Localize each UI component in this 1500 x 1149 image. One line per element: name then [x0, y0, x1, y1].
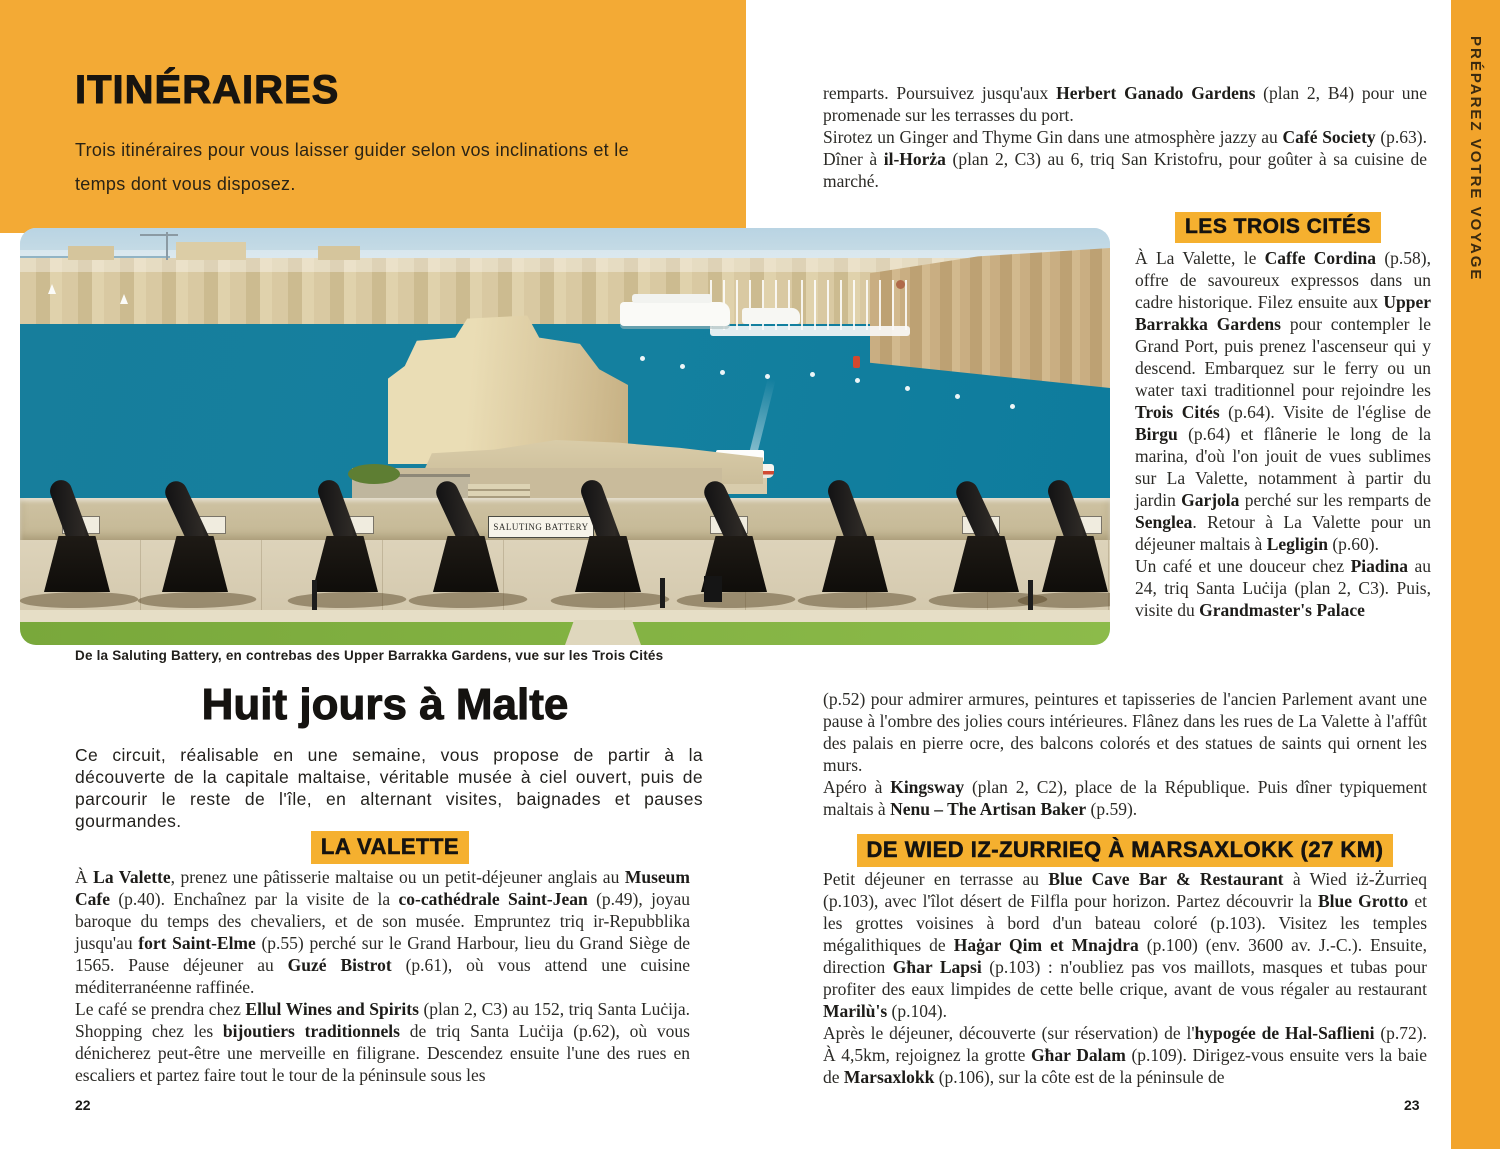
cannon-row: [20, 228, 1110, 645]
paragraph: remparts. Poursuivez jusqu'aux Herbert Ganado Gardens (plan 2, B4) pour une promenade sur les terrasses du port.: [823, 83, 1427, 125]
edge-tab-label: PRÉPAREZ VOTRE VOYAGE: [1467, 36, 1484, 282]
photo-bollard: [1028, 580, 1033, 610]
saluting-battery-sign: SALUTING BATTERY: [488, 516, 594, 538]
page-number-left: 22: [75, 1097, 91, 1113]
paragraph: Apéro à Kingsway (plan 2, C2), place de la République. Puis dîner typiquement maltais à Nenu – The Artisan Baker (p.59).: [823, 777, 1427, 819]
paragraph: Petit déjeuner en terrasse au Blue Cave Bar & Restaurant à Wied iż-Żurrieq (p.103), avec l'îlot désert de Filfla pour horizon. Partez découvrir la Blue Grotto et les grottes voisines à bord d'un bateau coloré (p.103). Visitez les temples mégalithiques de Haġar Qim et Mnajdra (p.100) (env. 3600 av. J.-C.). Ensuite, direction Għar Lapsi (p.103) : n'oubliez pas vos maillots, masques et tubas pour profiter des eaux limpides de cette belle crique, avant de vous régaler au restaurant Marilù's (p.104).: [823, 869, 1428, 1021]
paragraph: Après le déjeuner, découverte (sur réservation) de l'hypogée de Hal-Saflieni (p.72). À 4,5km, rejoignez la grotte Għar Dalam (p.109). Dirigez-vous ensuite vers la baie de Marsaxlokk (p.106), sur la côte est de la péninsule de: [823, 1023, 1428, 1087]
paragraph: (p.52) pour admirer armures, peintures et tapisseries de l'ancien Parlement avant une pause à l'ombre des jolies cours intérieures. Flânez dans les rues de La Valette à l'affût des palais en pierre ocre, des balcons colorés et des statues de saints qui ornent les murs.: [823, 689, 1427, 775]
kicker-subtitle: Trois itinéraires pour vous laisser guider selon vos inclinations et le temps dont vous disposez.: [75, 140, 629, 194]
section-header-wied-marsaxlokk: DE WIED IZ-ZURRIEQ À MARSAXLOKK (27 KM): [823, 834, 1427, 867]
paragraph: Un café et une douceur chez Piadina au 24, triq Santa Luċija (plan 2, C3). Puis, visite du Grandmaster's Palace: [1135, 556, 1431, 620]
page-number-right: 23: [1404, 1097, 1420, 1113]
cannon: [806, 476, 910, 618]
photo-bollard: [660, 578, 665, 608]
section-header-la-valette: LA VALETTE: [70, 831, 710, 864]
cannon: [685, 476, 789, 618]
paragraph: À La Valette, prenez une pâtisserie maltaise ou un petit-déjeuner anglais au Museum Cafe (p.40). Enchaînez par la visite de la co-cathédrale Saint-Jean (p.49), joyau baroque du temps des chevaliers, et de son musée. Empruntez triq ir-Repubblika jusqu'au fort Saint-Elme (p.55) perché sur le Grand Harbour, lieu du Grand Siège de 1565. Pause déjeuner au Guzé Bistrot (p.61), où vous attend une cuisine méditerranéenne raffinée.: [75, 867, 691, 997]
cannon: [1026, 476, 1110, 618]
cannon: [146, 476, 250, 618]
paragraph: Le café se prendra chez Ellul Wines and Spirits (plan 2, C3) au 152, triq Santa Luċija. Shopping chez les bijoutiers traditionnels de triq Santa Luċija (p.62), où vous dénicherez peut-être une merveille en filigrane. Descendez ensuite l'une des rues en escaliers et partez faire tout le tour de la péninsule sous les: [75, 999, 691, 1085]
left-column-body: [75, 866, 690, 1086]
cannon: [28, 476, 132, 618]
right-wide-body: [823, 688, 1427, 820]
paragraph: Sirotez un Ginger and Thyme Gin dans une atmosphère jazzy au Café Society (p.63). Dîner à il-Horża (plan 2, C3) au 6, triq San Kristofru, pour goûter à sa cuisine de marché.: [823, 127, 1428, 191]
edge-tab: [1451, 0, 1500, 1149]
section-header-trois-cites: LES TROIS CITÉS: [1126, 212, 1430, 243]
intro-paragraph: Ce circuit, réalisable en une semaine, vous propose de partir à la découverte de la capitale maltaise, véritable musée à ciel ouvert, puis de parcourir le reste de l'île, en alternant visites, baignades et pauses gourmandes.: [75, 745, 703, 831]
kicker-title: ITINÉRAIRES: [75, 68, 340, 112]
harbor-photo: [20, 228, 1110, 645]
right-narrow-column: [1135, 247, 1431, 621]
photo-caption: De la Saluting Battery, en contrebas des Upper Barrakka Gardens, vue sur les Trois Cités: [75, 648, 664, 663]
paragraph: À La Valette, le Caffe Cordina (p.58), offre de savoureux expressos dans un cadre historique. Filez ensuite aux Upper Barrakka Gardens pour contempler le Grand Port, puis prenez l'ascenseur qui y descend. Embarquez sur le ferry ou un water taxi traditionnel pour rejoindre les Trois Cités (p.64). Visite de l'église de Birgu (p.64) et flânerie le long de la marina, d'où l'on jouit de vues sublimes sur La Valette, notamment à partir du jardin Garjola perché sur les remparts de Senglea. Retour à La Valette pour un déjeuner maltais à Legligin (p.60).: [1135, 248, 1432, 554]
right-top-body: [823, 82, 1427, 192]
page-title: Huit jours à Malte: [201, 680, 569, 729]
photo-speaker-box: [704, 576, 722, 602]
right-wied-body: [823, 868, 1427, 1088]
itineraries-banner: [0, 0, 746, 233]
cannon: [417, 476, 521, 618]
photo-bollard: [312, 580, 317, 610]
cannon: [559, 476, 663, 618]
